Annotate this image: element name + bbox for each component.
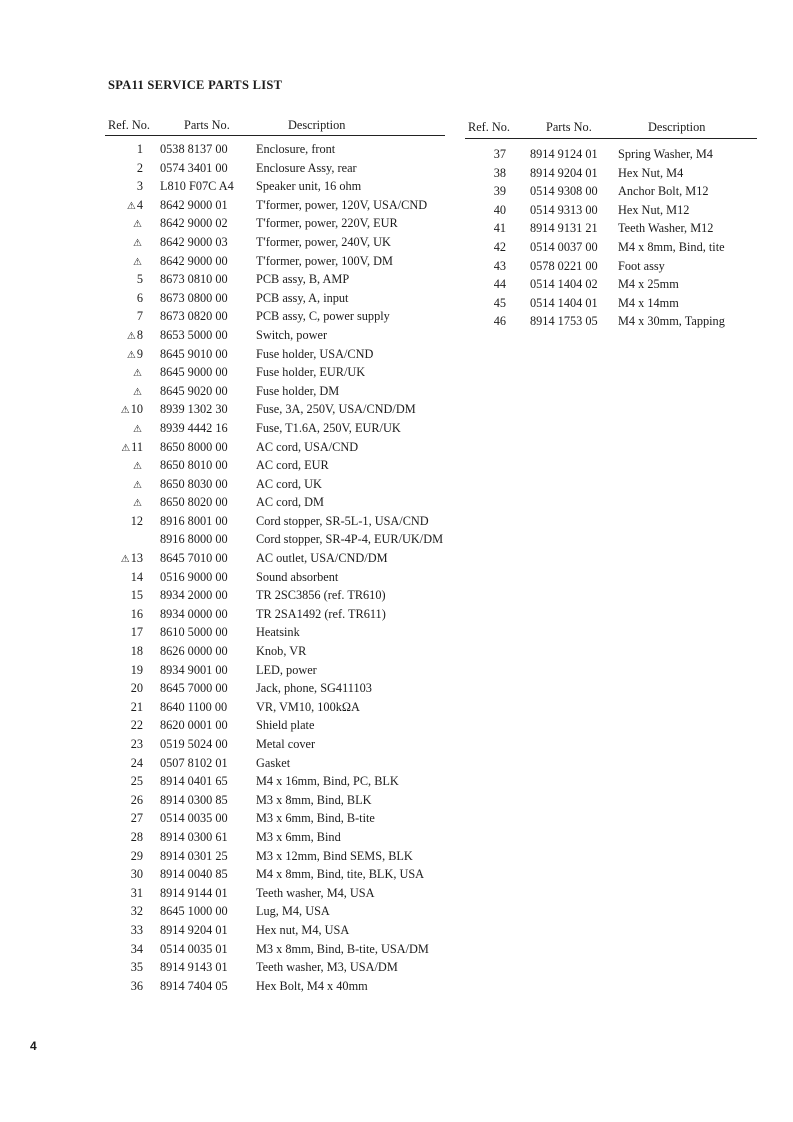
ref-no-text: 27	[130, 811, 143, 826]
description: Knob, VR	[256, 644, 307, 659]
description: Teeth Washer, M12	[618, 221, 714, 236]
ref-no-text: 32	[130, 904, 143, 919]
parts-no: 8934 9001 00	[160, 662, 228, 677]
header-description: Description	[288, 118, 346, 132]
parts-no: 0519 5024 00	[160, 737, 228, 751]
ref-no	[100, 923, 143, 938]
description: PCB assy, C, power supply	[256, 309, 390, 324]
ref-no-text: 20	[130, 681, 143, 696]
ref-no-text: 1	[136, 142, 143, 156]
description: Spring Washer, M4	[618, 147, 713, 161]
description: Fuse holder, USA/CND	[256, 346, 374, 361]
ref-no	[462, 277, 506, 292]
parts-no: 8650 8010 00	[160, 458, 228, 473]
ref-no	[462, 314, 506, 329]
ref-no	[100, 700, 143, 715]
parts-no: 8934 2000 00	[160, 588, 228, 603]
parts-no: 0514 0035 00	[160, 811, 228, 826]
ref-no-text: 46	[493, 314, 506, 329]
ref-no	[100, 830, 143, 845]
description: TR 2SA1492 (ref. TR611)	[256, 606, 386, 621]
description: M3 x 6mm, Bind, B-tite	[256, 811, 375, 826]
ref-no	[462, 166, 506, 181]
ref-no	[100, 161, 143, 176]
ref-no-text: 25	[130, 774, 143, 789]
ref-no	[100, 718, 143, 733]
description: M4 x 25mm	[618, 277, 679, 292]
description: M4 x 16mm, Bind, PC, BLK	[256, 774, 399, 789]
parts-no: 8914 0040 85	[160, 867, 228, 882]
ref-no-text: 9	[136, 346, 143, 361]
header-parts-no: Parts No.	[546, 120, 592, 134]
parts-no: 8914 1753 05	[530, 314, 598, 329]
ref-no	[100, 849, 143, 864]
parts-no: 8642 9000 01	[160, 197, 228, 212]
ref-no-text: 24	[130, 755, 143, 770]
parts-no: 8914 9144 01	[160, 885, 228, 900]
ref-no	[100, 942, 143, 957]
description: M3 x 8mm, Bind, B-tite, USA/DM	[256, 941, 429, 956]
description: Switch, power	[256, 327, 328, 342]
description: T'former, power, 240V, UK	[256, 234, 391, 249]
parts-no: L810 F07C A4	[160, 179, 234, 194]
description: Hex nut, M4, USA	[256, 922, 350, 937]
ref-no-text: 16	[130, 606, 143, 621]
safety-warning-icon: ⚠	[133, 479, 142, 491]
header-ref-no: Ref. No.	[108, 118, 151, 132]
safety-warning-icon: ⚠	[126, 349, 136, 361]
ref-no-text: 3	[136, 179, 143, 194]
parts-no: 0574 3401 00	[160, 160, 228, 175]
description: LED, power	[256, 662, 317, 677]
ref-no-text: 21	[130, 699, 143, 714]
description: AC cord, DM	[256, 495, 324, 510]
ref-no-text: 41	[493, 221, 506, 236]
parts-no: 8642 9000 00	[160, 253, 228, 268]
parts-no: 8645 9010 00	[160, 346, 228, 361]
safety-warning-icon: ⚠	[120, 405, 130, 417]
parts-no: 8914 7404 05	[160, 978, 228, 993]
description: Foot assy	[618, 258, 665, 273]
ref-no-text: 12	[130, 513, 143, 528]
ref-no-text: 31	[130, 885, 143, 900]
ref-no-text: 14	[130, 569, 143, 584]
ref-no	[100, 663, 143, 678]
ref-no	[100, 625, 143, 640]
parts-no: 0514 1404 01	[530, 295, 598, 310]
safety-warning-icon: ⚠	[133, 386, 142, 398]
ref-no	[462, 184, 506, 199]
safety-warning-icon: ⚠	[133, 461, 142, 473]
parts-no: 8914 0301 25	[160, 848, 228, 863]
parts-no: 8914 9204 01	[160, 922, 228, 937]
ref-no	[462, 147, 506, 162]
description: Gasket	[256, 755, 291, 770]
ref-no-text: 5	[136, 272, 143, 287]
description: Heatsink	[256, 625, 300, 640]
description: Teeth washer, M3, USA/DM	[256, 960, 398, 975]
description: M3 x 8mm, Bind, BLK	[256, 792, 372, 807]
ref-no	[100, 421, 143, 436]
ref-no	[100, 477, 143, 492]
ref-no-text: 26	[130, 792, 143, 807]
ref-no	[100, 365, 143, 380]
description: Speaker unit, 16 ohm	[256, 179, 362, 194]
header-rule	[465, 138, 757, 139]
page-title: SPA11 SERVICE PARTS LIST	[108, 78, 283, 92]
ref-no	[100, 886, 143, 901]
parts-no: 8939 4442 16	[160, 420, 228, 435]
ref-no-text: 4	[136, 197, 143, 212]
parts-no: 8645 7010 00	[160, 551, 228, 566]
ref-no	[462, 221, 506, 236]
ref-no-text: 39	[493, 184, 506, 199]
parts-no: 8916 8000 00	[160, 532, 228, 547]
ref-no	[100, 458, 143, 473]
ref-no	[100, 774, 143, 789]
parts-no: 8642 9000 02	[160, 216, 228, 231]
ref-no-text: 29	[130, 848, 143, 863]
safety-warning-icon: ⚠	[126, 200, 136, 212]
header-description: Description	[648, 120, 706, 134]
ref-no-text: 43	[493, 258, 506, 273]
safety-warning-icon: ⚠	[133, 368, 142, 380]
ref-no-text: 17	[130, 625, 143, 640]
safety-warning-icon: ⚠	[133, 423, 142, 435]
safety-warning-icon: ⚠	[133, 256, 142, 268]
parts-no: 8645 9000 00	[160, 365, 228, 380]
ref-no	[100, 644, 143, 659]
parts-no: 8914 9143 01	[160, 960, 228, 975]
ref-no	[100, 291, 143, 306]
description: AC outlet, USA/CND/DM	[256, 551, 388, 566]
ref-no	[100, 254, 143, 269]
header-rule	[105, 135, 445, 136]
ref-no-text: 37	[493, 147, 506, 161]
description: AC cord, USA/CND	[256, 439, 359, 454]
ref-no	[100, 216, 143, 231]
parts-no: 0538 8137 00	[160, 142, 228, 156]
description: AC cord, EUR	[256, 458, 329, 473]
ref-no	[100, 811, 143, 826]
parts-no: 8914 0401 65	[160, 774, 228, 789]
description: Hex Nut, M4	[618, 165, 684, 180]
description: M4 x 14mm	[618, 295, 679, 310]
description: M4 x 8mm, Bind, tite, BLK, USA	[256, 867, 425, 882]
ref-no	[100, 514, 143, 529]
description: Enclosure, front	[256, 142, 336, 156]
ref-no-text: 7	[136, 309, 143, 324]
ref-no	[100, 960, 143, 975]
parts-no: 8610 5000 00	[160, 625, 228, 640]
ref-no	[100, 440, 143, 455]
description: M3 x 6mm, Bind	[256, 829, 341, 844]
ref-no	[100, 235, 143, 250]
parts-no: 0514 0035 01	[160, 941, 228, 956]
parts-no: 8934 0000 00	[160, 606, 228, 621]
parts-no: 8650 8000 00	[160, 439, 228, 454]
ref-no	[100, 347, 143, 362]
ref-no	[462, 240, 506, 255]
parts-no: 0514 9308 00	[530, 184, 598, 199]
description: Fuse holder, EUR/UK	[256, 365, 366, 380]
description: PCB assy, A, input	[256, 290, 349, 305]
ref-no	[100, 309, 143, 324]
ref-no	[100, 384, 143, 399]
description: TR 2SC3856 (ref. TR610)	[256, 588, 386, 603]
ref-no-text: 19	[130, 662, 143, 677]
parts-no: 8626 0000 00	[160, 644, 228, 659]
ref-no	[100, 588, 143, 603]
description: Lug, M4, USA	[256, 904, 330, 919]
parts-no: 8939 1302 30	[160, 402, 228, 417]
description: VR, VM10, 100kΩA	[256, 699, 360, 714]
description: Fuse, T1.6A, 250V, EUR/UK	[256, 420, 401, 435]
ref-no	[100, 570, 143, 585]
ref-no	[100, 793, 143, 808]
safety-warning-icon: ⚠	[121, 442, 131, 454]
parts-no: 8640 1100 00	[160, 699, 228, 714]
ref-no-text: 38	[493, 165, 506, 180]
header-ref-no: Ref. No.	[468, 120, 511, 134]
parts-no: 8645 1000 00	[160, 904, 228, 919]
ref-no-text: 42	[493, 239, 506, 254]
ref-no	[100, 198, 143, 213]
safety-warning-icon: ⚠	[126, 330, 136, 342]
description: M4 x 8mm, Bind, tite	[618, 239, 725, 254]
ref-no-text: 8	[136, 327, 143, 342]
description: Jack, phone, SG411103	[256, 681, 372, 696]
ref-no-text: 11	[131, 439, 143, 454]
ref-no	[100, 756, 143, 771]
description: Anchor Bolt, M12	[618, 184, 709, 199]
parts-no: 8645 9020 00	[160, 383, 228, 398]
ref-no-text: 34	[130, 941, 143, 956]
ref-no-text: 28	[130, 829, 143, 844]
description: Cord stopper, SR-5L-1, USA/CND	[256, 513, 429, 528]
description: M3 x 12mm, Bind SEMS, BLK	[256, 848, 413, 863]
ref-no	[100, 979, 143, 994]
ref-no	[100, 495, 143, 510]
ref-no-text: 15	[130, 588, 143, 603]
parts-no: 8673 0810 00	[160, 272, 228, 287]
ref-no	[462, 259, 506, 274]
description: T'former, power, 100V, DM	[256, 253, 393, 268]
parts-no: 0516 9000 00	[160, 569, 228, 584]
parts-no: 8916 8001 00	[160, 513, 228, 528]
ref-no-text: 22	[130, 718, 143, 733]
parts-no: 8645 7000 00	[160, 681, 228, 696]
description: Metal cover	[256, 737, 316, 751]
ref-no	[100, 867, 143, 882]
ref-no-text: 18	[130, 644, 143, 659]
parts-no: 8914 0300 85	[160, 792, 228, 807]
description: M4 x 30mm, Tapping	[618, 314, 725, 329]
safety-warning-icon: ⚠	[120, 554, 130, 566]
parts-no: 8914 0300 61	[160, 829, 228, 844]
ref-no	[100, 904, 143, 919]
parts-no: 8653 5000 00	[160, 327, 228, 342]
ref-no	[100, 737, 143, 752]
description: Enclosure Assy, rear	[256, 160, 357, 175]
parts-no: 0507 8102 01	[160, 755, 228, 770]
parts-no: 8914 9124 01	[530, 147, 598, 161]
description: Hex Nut, M12	[618, 202, 690, 217]
safety-warning-icon: ⚠	[133, 219, 142, 231]
header-parts-no: Parts No.	[184, 118, 230, 132]
parts-no: 8673 0800 00	[160, 290, 228, 305]
ref-no-text: 13	[130, 551, 143, 566]
ref-no-text: 36	[130, 978, 143, 993]
ref-no	[100, 607, 143, 622]
parts-no: 8914 9204 01	[530, 165, 598, 180]
description: Hex Bolt, M4 x 40mm	[256, 978, 368, 993]
parts-no: 0514 0037 00	[530, 239, 598, 254]
parts-no: 8650 8030 00	[160, 476, 228, 491]
description: AC cord, UK	[256, 476, 322, 491]
parts-no: 0578 0221 00	[530, 258, 598, 273]
ref-no-text: 10	[130, 402, 143, 417]
ref-no	[462, 296, 506, 311]
description: PCB assy, B, AMP	[256, 272, 350, 287]
parts-no: 8642 9000 03	[160, 234, 228, 249]
ref-no	[462, 203, 506, 218]
description: Fuse holder, DM	[256, 383, 340, 398]
ref-no	[100, 328, 143, 343]
ref-no	[100, 272, 143, 287]
description: T'former, power, 120V, USA/CND	[256, 197, 428, 212]
parts-no: 0514 9313 00	[530, 202, 598, 217]
ref-no-text: 45	[493, 295, 506, 310]
safety-warning-icon: ⚠	[133, 237, 142, 249]
parts-no: 0514 1404 02	[530, 277, 598, 292]
ref-no-text: 40	[493, 202, 506, 217]
parts-no: 8914 9131 21	[530, 221, 598, 236]
ref-no-text: 35	[130, 960, 143, 975]
description: Teeth washer, M4, USA	[256, 885, 375, 900]
ref-no-text: 30	[130, 867, 143, 882]
description: Cord stopper, SR-4P-4, EUR/UK/DM	[256, 532, 444, 547]
description: Fuse, 3A, 250V, USA/CND/DM	[256, 402, 416, 417]
ref-no	[100, 179, 143, 194]
description: Sound absorbent	[256, 569, 339, 584]
parts-no: 8673 0820 00	[160, 309, 228, 324]
ref-no-text: 44	[493, 277, 506, 292]
ref-no	[100, 402, 143, 417]
ref-no	[100, 551, 143, 566]
ref-no	[100, 142, 143, 157]
description: Shield plate	[256, 718, 315, 733]
description: T'former, power, 220V, EUR	[256, 216, 398, 231]
ref-no-text: 2	[136, 160, 143, 175]
page-number: 4	[30, 1039, 37, 1053]
ref-no	[100, 681, 143, 696]
parts-no: 8650 8020 00	[160, 495, 228, 510]
ref-no-text: 33	[130, 922, 143, 937]
ref-no-text: 6	[136, 290, 143, 305]
parts-no: 8620 0001 00	[160, 718, 228, 733]
safety-warning-icon: ⚠	[133, 498, 142, 510]
ref-no-text: 23	[130, 737, 143, 751]
